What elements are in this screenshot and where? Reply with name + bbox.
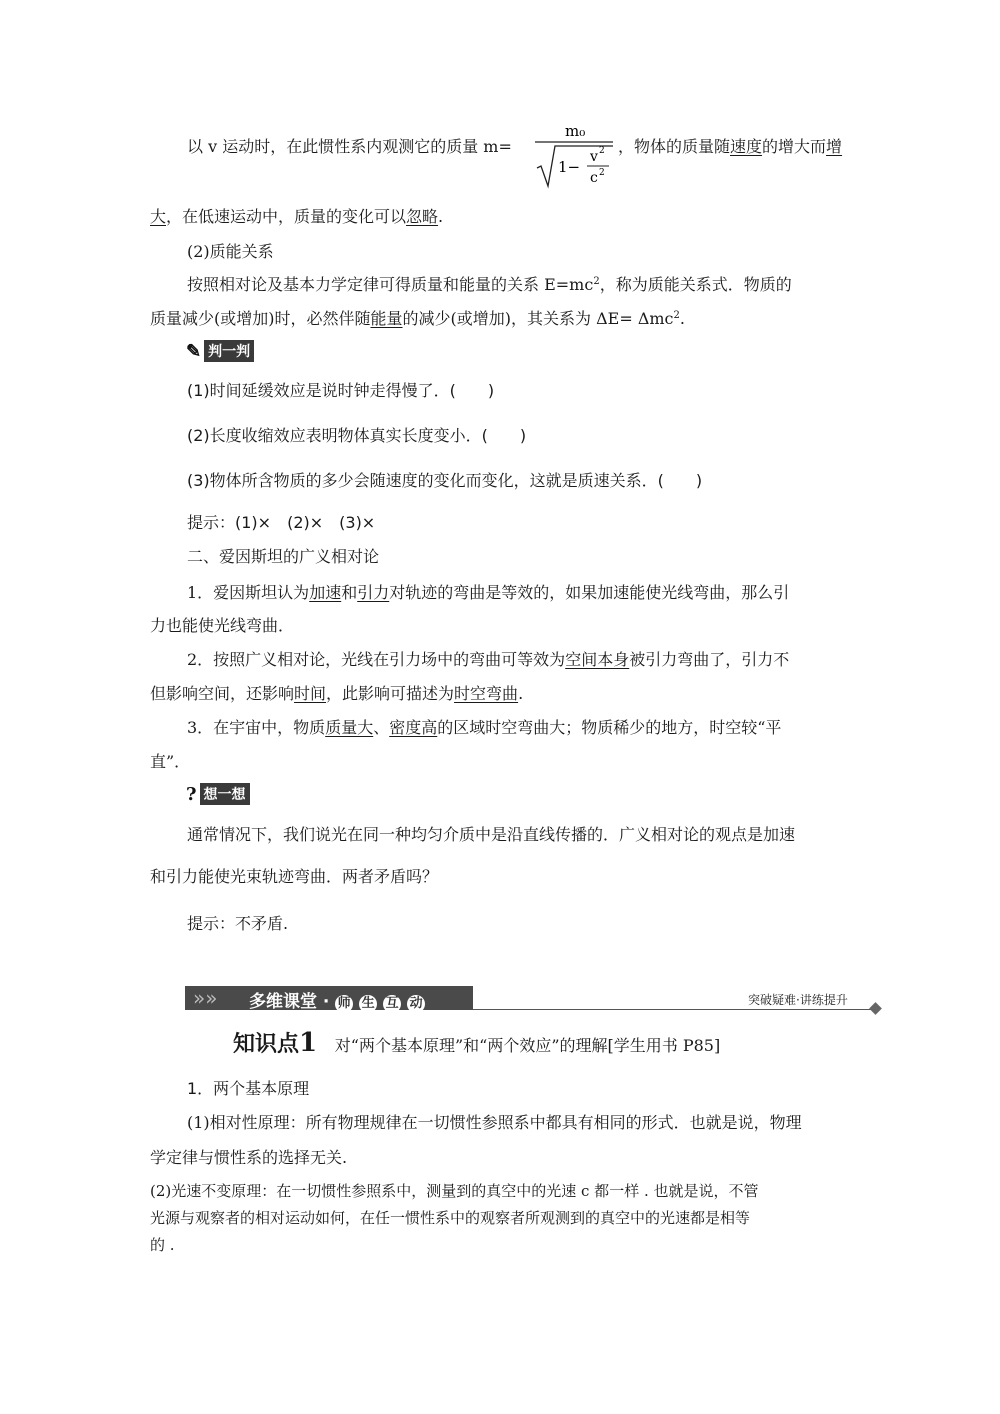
banner-title (249, 987, 425, 1013)
mass-text: . (438, 207, 444, 226)
underlined-spacetime-curvature: 时空弯曲 (454, 684, 519, 703)
knowledge-label: 知识点 (233, 1032, 300, 1057)
formula-numerator: m₀ (565, 122, 586, 140)
gr-text: 的区域时空弯曲大；物质稀少的地方，时空较“平 (437, 718, 782, 737)
formula-c-exp: 2 (599, 168, 605, 178)
principles-p2-line2: 光源与观察者的相对运动如何，在任一惯性系中的观察者所观测到的真空中的光速都是相等 (150, 1209, 751, 1227)
underlined-space: 空间本身 (565, 650, 630, 669)
gr-text: 、 (373, 718, 390, 737)
judge-tag-label: 判一判 (204, 340, 254, 362)
chevrons-icon: »» (193, 986, 218, 1010)
banner-char: 生 (359, 995, 377, 1013)
gr-s3-line1 (187, 715, 781, 738)
mass-energy-text: 质量减少(或增加)时，必然伴随 (150, 309, 371, 328)
gr-text: 和 (341, 583, 358, 602)
mass-energy-p2 (150, 306, 685, 329)
judge-hint: 提示：(1)× (2)× (3)× (187, 513, 376, 532)
gr-text: 3．在宇宙中，物质 (187, 718, 326, 737)
underlined-energy: 能量 (370, 309, 403, 328)
principles-p1-line2: 学定律与惯性系的选择无关. (150, 1148, 348, 1167)
banner-char: 师 (335, 995, 353, 1013)
mass-line-1 (187, 134, 512, 157)
formula-v-exp: 2 (599, 146, 605, 156)
mass-text: 以 v 运动时，在此惯性系内观测它的质量 m= (187, 137, 512, 156)
mass-text: ，在低速运动中，质量的变化可以 (166, 207, 407, 226)
mass-energy-heading: (2)质能关系 (187, 242, 274, 261)
knowledge-number: 1 (299, 1028, 318, 1058)
section-banner (185, 983, 885, 1013)
principles-p1-line1: (1)相对性原理：所有物理规律在一切惯性参照系中都具有相同的形式．也就是说，物理 (187, 1113, 802, 1132)
underlined-large-mass: 质量大 (325, 718, 374, 737)
diamond-icon (869, 1002, 882, 1015)
gr-s1-line1 (187, 580, 789, 603)
underlined-gravity: 引力 (357, 583, 390, 602)
underlined-acceleration: 加速 (309, 583, 342, 602)
gr-text: 对轨迹的弯曲是等效的，如果加速能使光线弯曲，那么引 (389, 583, 790, 602)
gr-text: . (518, 684, 524, 703)
banner-dot: · (322, 992, 330, 1012)
knowledge-point-title (233, 1027, 720, 1058)
principles-p2-line1: (2)光速不变原理：在一切惯性参照系中，测量到的真空中的光速 c 都一样 . 也就是说，不管 (150, 1182, 759, 1200)
underlined-increase: 大 (150, 207, 167, 226)
think-tag (186, 783, 250, 805)
mass-line-2 (150, 204, 443, 227)
exponent: 2 (673, 310, 680, 321)
banner-rule (473, 1009, 873, 1010)
principles-heading: 1．两个基本原理 (187, 1079, 310, 1098)
gr-s2-line1 (187, 647, 789, 670)
think-hint: 提示：不矛盾. (187, 914, 289, 933)
judge-q3: (3)物体所含物质的多少会随速度的变化而变化，这就是质速关系．( ) (187, 471, 703, 490)
formula-c: c (590, 170, 598, 186)
judge-tag (186, 340, 254, 362)
banner-char: 动 (407, 995, 425, 1013)
gr-text: 但影响空间，还影响 (150, 684, 295, 703)
gr-heading: 二、爱因斯坦的广义相对论 (187, 547, 380, 566)
underlined-time: 时间 (294, 684, 327, 703)
knowledge-title: 对“两个基本原理”和“两个效应”的理解 (334, 1036, 608, 1055)
exponent: 2 (593, 276, 600, 287)
underlined-high-density: 密度高 (389, 718, 438, 737)
knowledge-ref: [学生用书 P85] (607, 1036, 721, 1055)
judge-q1: (1)时间延缓效应是说时钟走得慢了．( ) (187, 381, 495, 400)
underlined-speed: 速度 (730, 137, 763, 156)
think-tag-label: 想一想 (200, 783, 250, 805)
mass-text: 的增大而 (762, 137, 827, 156)
formula-v: v (590, 149, 598, 165)
banner-char: 互 (383, 995, 401, 1013)
mass-energy-text: 按照相对论及基本力学定律可得质量和能量的关系 E=mc (187, 275, 594, 294)
gr-text: 2．按照广义相对论，光线在引力场中的弯曲可等效为 (187, 650, 566, 669)
mass-line-1b (618, 134, 842, 157)
underlined-increase: 增 (826, 137, 843, 156)
judge-q2: (2)长度收缩效应表明物体真实长度变小．( ) (187, 426, 527, 445)
gr-text: ，此影响可描述为 (326, 684, 455, 703)
mass-energy-text: . (679, 309, 685, 328)
mass-energy-p1 (187, 272, 792, 295)
mass-text: ，物体的质量随 (618, 137, 731, 156)
think-q-line1: 通常情况下，我们说光在同一种均匀介质中是沿直线传播的．广义相对论的观点是加速 (187, 825, 796, 844)
gr-s3-line2: 直”． (150, 752, 191, 771)
pen-icon: ✎ (186, 340, 202, 362)
gr-s1-line2: 力也能使光线弯曲． (150, 616, 295, 635)
question-icon: ? (186, 783, 197, 805)
formula-one-minus: 1− (558, 158, 581, 176)
gr-text: 1．爱因斯坦认为 (187, 583, 310, 602)
mass-energy-text: 的减少(或增加)，其关系为 ΔE= Δmc (402, 309, 674, 328)
mass-energy-text: ，称为质能关系式．物质的 (599, 275, 792, 294)
think-q-line2: 和引力能使光束轨迹弯曲．两者矛盾吗？ (150, 867, 439, 886)
underlined-ignore: 忽略 (406, 207, 439, 226)
gr-s2-line2 (150, 681, 523, 704)
principles-p2-line3: 的 . (150, 1236, 175, 1254)
mass-formula (535, 122, 615, 190)
banner-left-text: 多维课堂 (249, 992, 317, 1012)
gr-text: 被引力弯曲了，引力不 (629, 650, 790, 669)
banner-right-text: 突破疑难·讲练提升 (748, 993, 848, 1007)
